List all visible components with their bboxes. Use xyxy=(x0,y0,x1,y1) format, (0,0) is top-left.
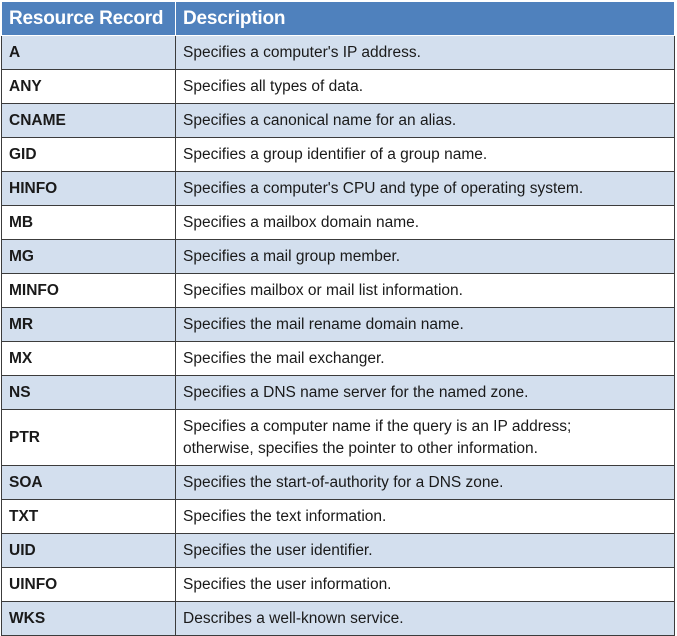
record-type-cell: SOA xyxy=(2,466,176,500)
resource-record-table xyxy=(1,1,675,636)
description-cell xyxy=(176,568,675,602)
table-row xyxy=(2,36,675,70)
record-type-cell: CNAME xyxy=(2,104,176,138)
table-row xyxy=(2,308,675,342)
description-text: Specifies a computer's IP address. xyxy=(183,43,421,61)
description-cell xyxy=(176,500,675,534)
table-row xyxy=(2,466,675,500)
description-text: Specifies the user identifier. xyxy=(183,541,373,559)
record-type-cell: MR xyxy=(2,308,176,342)
description-text: Specifies a canonical name for an alias. xyxy=(183,111,457,129)
description-cell xyxy=(176,138,675,172)
description-cell xyxy=(176,342,675,376)
table-header xyxy=(2,2,675,36)
description-text: Specifies a computer's CPU and type of operating system. xyxy=(183,179,584,197)
record-type-cell: WKS xyxy=(2,602,176,636)
header-row xyxy=(2,2,675,36)
description-cell xyxy=(176,308,675,342)
table-row xyxy=(2,172,675,206)
description-cell xyxy=(176,274,675,308)
record-type-cell: A xyxy=(2,36,176,70)
description-text: Specifies a group identifier of a group name. xyxy=(183,145,488,163)
description-cell xyxy=(176,466,675,500)
description-cell xyxy=(176,206,675,240)
record-type-cell: HINFO xyxy=(2,172,176,206)
description-text: Describes a well-known service. xyxy=(183,609,404,627)
table-row xyxy=(2,342,675,376)
resource-record-table-page xyxy=(0,1,677,634)
description-cell xyxy=(176,602,675,636)
table-row xyxy=(2,274,675,308)
description-text: Specifies the text information. xyxy=(183,507,387,525)
description-text: Specifies a mail group member. xyxy=(183,247,401,265)
description-cell xyxy=(176,70,675,104)
description-text: Specifies a mailbox domain name. xyxy=(183,213,420,231)
description-cell xyxy=(176,240,675,274)
table-row xyxy=(2,138,675,172)
table-row xyxy=(2,104,675,138)
record-type-cell: MG xyxy=(2,240,176,274)
table-row xyxy=(2,568,675,602)
description-cell xyxy=(176,534,675,568)
header-resource-record: Resource Record xyxy=(2,2,176,36)
table-row xyxy=(2,376,675,410)
record-type-cell: UID xyxy=(2,534,176,568)
table-row xyxy=(2,602,675,636)
table-row xyxy=(2,70,675,104)
description-cell xyxy=(176,410,675,466)
record-type-cell: ANY xyxy=(2,70,176,104)
record-type-cell: UINFO xyxy=(2,568,176,602)
table-row xyxy=(2,500,675,534)
record-type-cell: MX xyxy=(2,342,176,376)
description-cell xyxy=(176,104,675,138)
record-type-cell: PTR xyxy=(2,410,176,466)
table-row xyxy=(2,240,675,274)
description-cell xyxy=(176,36,675,70)
record-type-cell: GID xyxy=(2,138,176,172)
description-cell xyxy=(176,376,675,410)
description-text: Specifies the user information. xyxy=(183,575,392,593)
description-text: otherwise, specifies the pointer to other information. xyxy=(183,439,538,457)
record-type-cell: MINFO xyxy=(2,274,176,308)
description-text: Specifies all types of data. xyxy=(183,77,364,95)
table-body xyxy=(2,36,675,636)
record-type-cell: NS xyxy=(2,376,176,410)
description-text: Specifies the mail rename domain name. xyxy=(183,315,464,333)
description-text: Specifies the mail exchanger. xyxy=(183,349,385,367)
header-description: Description xyxy=(176,2,675,36)
table-row xyxy=(2,206,675,240)
description-cell xyxy=(176,172,675,206)
description-text: Specifies mailbox or mail list information. xyxy=(183,281,463,299)
table-row xyxy=(2,410,675,466)
table-row xyxy=(2,534,675,568)
description-text: Specifies the start-of-authority for a DNS zone. xyxy=(183,473,504,491)
description-text: Specifies a DNS name server for the named zone. xyxy=(183,383,529,401)
record-type-cell: MB xyxy=(2,206,176,240)
record-type-cell: TXT xyxy=(2,500,176,534)
description-text: Specifies a computer name if the query is an IP address; xyxy=(183,417,572,435)
